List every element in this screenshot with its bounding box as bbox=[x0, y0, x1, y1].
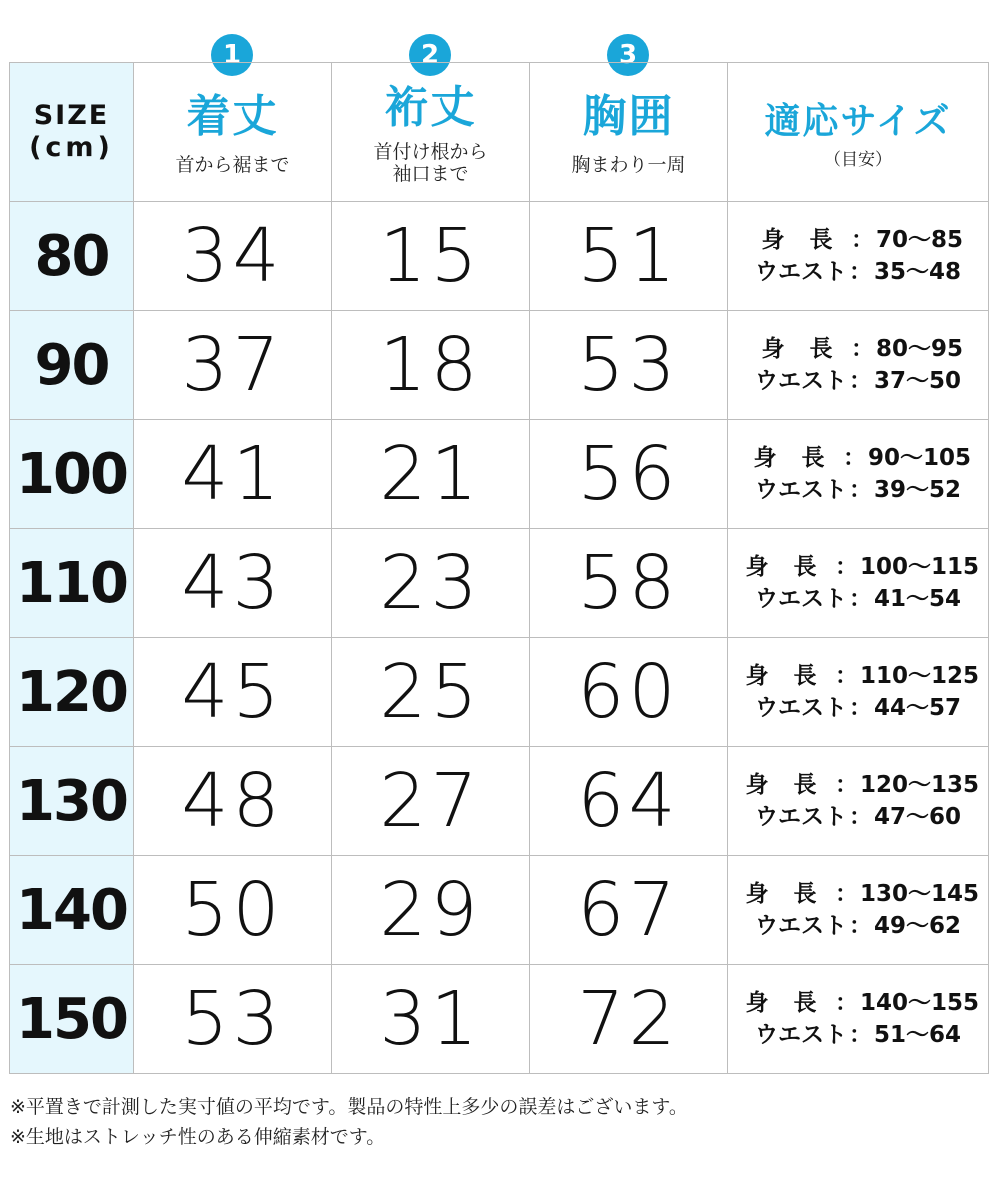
sleeve-cell bbox=[332, 311, 530, 420]
table-row bbox=[10, 747, 989, 856]
chest-value: 53 bbox=[577, 322, 680, 408]
fit-height-line bbox=[728, 987, 988, 1019]
fit-height-line bbox=[728, 224, 988, 256]
length-cell bbox=[134, 420, 332, 529]
sleeve-value: 23 bbox=[379, 540, 482, 626]
size-cell bbox=[10, 420, 134, 529]
fit-height-value: 90〜105 bbox=[867, 445, 972, 471]
sleeve-value: 18 bbox=[379, 322, 482, 408]
chest-header-desc: 胸まわり一周 bbox=[571, 154, 686, 176]
fit-waist-label: ウエスト bbox=[754, 259, 847, 285]
fit-waist-line bbox=[728, 910, 988, 942]
fit-waist-line bbox=[728, 801, 988, 833]
fit-waist-value: 37〜50 bbox=[873, 368, 961, 394]
length-header-desc: 首から裾まで bbox=[175, 154, 290, 176]
fit-waist-line bbox=[728, 692, 988, 724]
sleeve-cell bbox=[332, 420, 530, 529]
sleeve-header-desc: 首付け根から 袖口まで bbox=[373, 141, 488, 185]
fit-colon: ： bbox=[848, 259, 872, 285]
length-cell bbox=[134, 311, 332, 420]
fit-height-line bbox=[728, 442, 988, 474]
chest-header-title: 胸囲 bbox=[582, 91, 675, 142]
size-cell bbox=[10, 638, 134, 747]
chest-cell bbox=[530, 638, 728, 747]
fit-height-line bbox=[728, 660, 988, 692]
fit-waist-value: 35〜48 bbox=[873, 259, 961, 285]
fit-colon: ： bbox=[842, 445, 866, 471]
length-value: 43 bbox=[181, 540, 284, 626]
chest-value: 64 bbox=[577, 758, 680, 844]
length-value: 45 bbox=[181, 649, 284, 735]
chest-value: 51 bbox=[577, 213, 680, 299]
length-value: 50 bbox=[181, 867, 284, 953]
fit-cell bbox=[728, 420, 989, 529]
fit-height-label-a: 身 bbox=[753, 445, 777, 471]
fit-height-line bbox=[728, 878, 988, 910]
length-cell bbox=[134, 856, 332, 965]
fit-waist-label: ウエスト bbox=[754, 804, 847, 830]
fit-height-label-b: 長 bbox=[809, 336, 833, 362]
table-row bbox=[10, 638, 989, 747]
size-value: 130 bbox=[16, 768, 127, 834]
fit-height-label-b: 長 bbox=[793, 990, 817, 1016]
chest-cell bbox=[530, 856, 728, 965]
fit-height-value: 120〜135 bbox=[859, 772, 980, 798]
fit-height-value: 110〜125 bbox=[859, 663, 980, 689]
fit-waist-value: 41〜54 bbox=[873, 586, 961, 612]
fit-height-label-a: 身 bbox=[745, 990, 769, 1016]
table-row bbox=[10, 311, 989, 420]
size-value: 110 bbox=[16, 550, 127, 616]
fit-waist-value: 39〜52 bbox=[873, 477, 961, 503]
table-row bbox=[10, 965, 989, 1074]
chest-cell bbox=[530, 420, 728, 529]
fit-height-label-a: 身 bbox=[745, 881, 769, 907]
fit-height-label-a: 身 bbox=[761, 227, 785, 253]
length-value: 53 bbox=[181, 976, 284, 1062]
chest-cell bbox=[530, 311, 728, 420]
footnote-1: ※平置きで計測した実寸値の平均です。製品の特性上多少の誤差はございます。 bbox=[10, 1096, 688, 1118]
fit-waist-line bbox=[728, 256, 988, 288]
length-cell bbox=[134, 638, 332, 747]
table-row bbox=[10, 202, 989, 311]
fit-colon: ： bbox=[834, 554, 858, 580]
fit-height-value: 100〜115 bbox=[859, 554, 980, 580]
fit-height-value: 130〜145 bbox=[859, 881, 980, 907]
size-value: 120 bbox=[16, 659, 127, 725]
fit-height-label-a: 身 bbox=[745, 772, 769, 798]
fit-height-label-b: 長 bbox=[793, 772, 817, 798]
sleeve-value: 29 bbox=[379, 867, 482, 953]
fit-height-line bbox=[728, 551, 988, 583]
size-header-cell bbox=[10, 63, 134, 202]
length-cell bbox=[134, 965, 332, 1074]
chest-cell bbox=[530, 965, 728, 1074]
length-header-title: 着丈 bbox=[186, 91, 279, 142]
table-row bbox=[10, 856, 989, 965]
sleeve-cell bbox=[332, 638, 530, 747]
header-row bbox=[10, 63, 989, 202]
fit-colon: ： bbox=[848, 586, 872, 612]
fit-cell bbox=[728, 202, 989, 311]
fit-colon: ： bbox=[834, 990, 858, 1016]
fit-header-title: 適応サイズ bbox=[764, 101, 952, 142]
fit-waist-value: 44〜57 bbox=[873, 695, 961, 721]
fit-colon: ： bbox=[848, 1022, 872, 1048]
fit-height-label-b: 長 bbox=[793, 663, 817, 689]
chest-cell bbox=[530, 747, 728, 856]
chest-value: 67 bbox=[577, 867, 680, 953]
fit-cell bbox=[728, 529, 989, 638]
sleeve-value: 27 bbox=[379, 758, 482, 844]
sleeve-value: 31 bbox=[379, 976, 482, 1062]
table-row bbox=[10, 420, 989, 529]
fit-colon: ： bbox=[848, 695, 872, 721]
number-badge-1: 1 bbox=[211, 34, 253, 76]
fit-waist-line bbox=[728, 1019, 988, 1051]
sleeve-header-title: 裄丈 bbox=[384, 82, 477, 133]
sleeve-value: 21 bbox=[379, 431, 482, 517]
fit-waist-label: ウエスト bbox=[754, 368, 847, 394]
fit-cell bbox=[728, 747, 989, 856]
fit-colon: ： bbox=[848, 804, 872, 830]
number-badge-3: 3 bbox=[607, 34, 649, 76]
size-cell bbox=[10, 202, 134, 311]
chest-value: 60 bbox=[577, 649, 680, 735]
chest-value: 58 bbox=[577, 540, 680, 626]
size-header-label: SIZE (cm) bbox=[29, 100, 114, 163]
fit-waist-label: ウエスト bbox=[754, 477, 847, 503]
size-cell bbox=[10, 529, 134, 638]
fit-height-label-a: 身 bbox=[745, 663, 769, 689]
fit-height-label-b: 長 bbox=[793, 554, 817, 580]
chest-value: 72 bbox=[577, 976, 680, 1062]
fit-height-label-a: 身 bbox=[761, 336, 785, 362]
sleeve-cell bbox=[332, 529, 530, 638]
size-value: 90 bbox=[34, 332, 109, 398]
number-badge-2: 2 bbox=[409, 34, 451, 76]
fit-cell bbox=[728, 856, 989, 965]
chest-cell bbox=[530, 529, 728, 638]
length-value: 37 bbox=[181, 322, 284, 408]
length-header-cell bbox=[134, 63, 332, 202]
length-cell bbox=[134, 747, 332, 856]
fit-waist-line bbox=[728, 583, 988, 615]
size-cell bbox=[10, 747, 134, 856]
sleeve-cell bbox=[332, 856, 530, 965]
fit-waist-line bbox=[728, 474, 988, 506]
fit-waist-label: ウエスト bbox=[754, 586, 847, 612]
length-value: 34 bbox=[181, 213, 284, 299]
size-cell bbox=[10, 856, 134, 965]
size-cell bbox=[10, 965, 134, 1074]
size-value: 80 bbox=[34, 223, 109, 289]
fit-waist-value: 47〜60 bbox=[873, 804, 961, 830]
fit-waist-value: 49〜62 bbox=[873, 913, 961, 939]
fit-waist-label: ウエスト bbox=[754, 913, 847, 939]
fit-waist-label: ウエスト bbox=[754, 1022, 847, 1048]
size-value: 150 bbox=[16, 986, 127, 1052]
fit-height-value: 70〜85 bbox=[875, 227, 963, 253]
fit-header-cell bbox=[728, 63, 989, 202]
fit-cell bbox=[728, 965, 989, 1074]
fit-colon: ： bbox=[850, 227, 874, 253]
fit-height-label-a: 身 bbox=[745, 554, 769, 580]
fit-cell bbox=[728, 311, 989, 420]
fit-waist-line bbox=[728, 365, 988, 397]
length-value: 48 bbox=[181, 758, 284, 844]
fit-colon: ： bbox=[834, 663, 858, 689]
size-value: 140 bbox=[16, 877, 127, 943]
fit-header-desc: （目安） bbox=[824, 150, 892, 170]
footnotes bbox=[10, 1092, 688, 1152]
length-cell bbox=[134, 529, 332, 638]
fit-height-value: 140〜155 bbox=[859, 990, 980, 1016]
sleeve-cell bbox=[332, 965, 530, 1074]
fit-colon: ： bbox=[834, 881, 858, 907]
size-chart-table bbox=[9, 62, 989, 1074]
chest-header-cell bbox=[530, 63, 728, 202]
sleeve-value: 25 bbox=[379, 649, 482, 735]
fit-colon: ： bbox=[834, 772, 858, 798]
fit-colon: ： bbox=[848, 368, 872, 394]
sleeve-cell bbox=[332, 747, 530, 856]
fit-cell bbox=[728, 638, 989, 747]
size-value: 100 bbox=[16, 441, 127, 507]
length-cell bbox=[134, 202, 332, 311]
fit-height-label-b: 長 bbox=[793, 881, 817, 907]
fit-height-label-b: 長 bbox=[801, 445, 825, 471]
chest-value: 56 bbox=[577, 431, 680, 517]
fit-colon: ： bbox=[848, 913, 872, 939]
fit-height-value: 80〜95 bbox=[875, 336, 963, 362]
fit-height-label-b: 長 bbox=[809, 227, 833, 253]
sleeve-header-cell bbox=[332, 63, 530, 202]
sleeve-value: 15 bbox=[379, 213, 482, 299]
size-cell bbox=[10, 311, 134, 420]
fit-waist-value: 51〜64 bbox=[873, 1022, 961, 1048]
table-row bbox=[10, 529, 989, 638]
fit-colon: ： bbox=[848, 477, 872, 503]
fit-height-line bbox=[728, 769, 988, 801]
length-value: 41 bbox=[181, 431, 284, 517]
fit-waist-label: ウエスト bbox=[754, 695, 847, 721]
fit-height-line bbox=[728, 333, 988, 365]
fit-colon: ： bbox=[850, 336, 874, 362]
sleeve-cell bbox=[332, 202, 530, 311]
footnote-2: ※生地はストレッチ性のある伸縮素材です。 bbox=[10, 1126, 386, 1148]
chest-cell bbox=[530, 202, 728, 311]
